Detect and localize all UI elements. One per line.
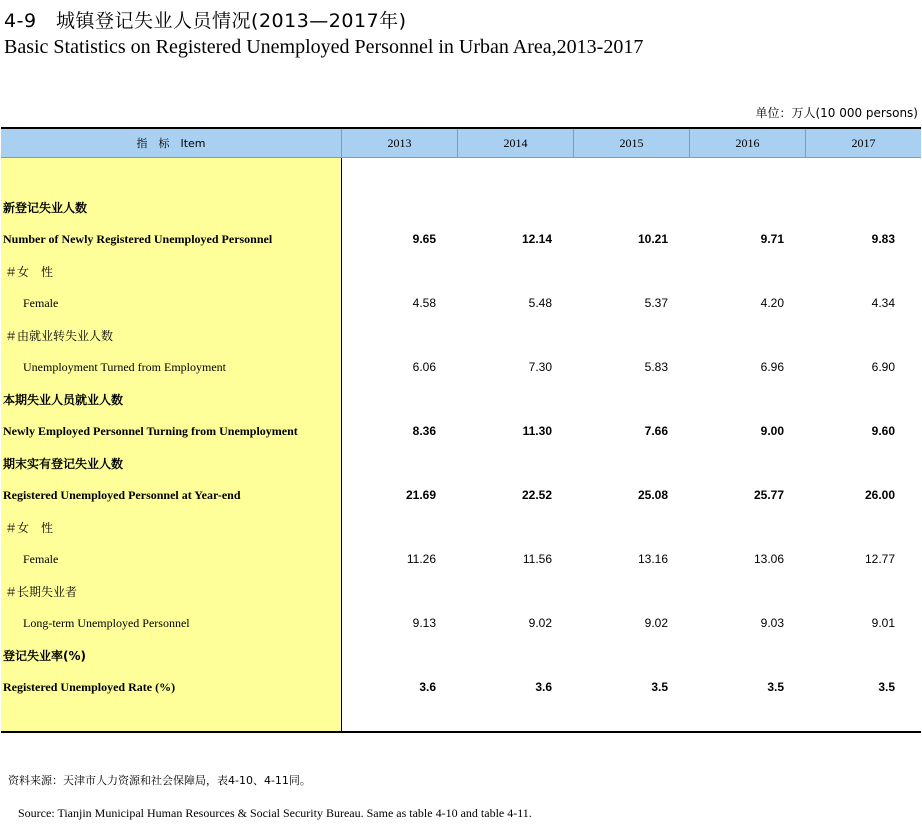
value-cell-2016: 9.71 [760, 232, 784, 246]
row-label-chinese: ＃女 性 [5, 264, 54, 279]
table-row-label-cn [1, 575, 921, 607]
row-label-chinese: 期末实有登记失业人数 [3, 456, 124, 471]
value-cell-2016: 9.03 [760, 616, 784, 630]
value-cell-2015: 5.83 [644, 360, 668, 374]
statistics-table [1, 127, 921, 733]
row-label-chinese: ＃长期失业者 [5, 584, 78, 599]
value-cell-2015: 7.66 [644, 424, 668, 438]
value-cell-2017: 26.00 [864, 488, 895, 502]
value-cell-2015: 25.08 [637, 488, 668, 502]
value-cell-2017: 9.01 [871, 616, 895, 630]
row-label-english: Female [23, 295, 59, 310]
table-title-english: Basic Statistics on Registered Unemployed Personnel in Urban Area,2013-2017 [4, 36, 644, 58]
table-row [1, 287, 921, 319]
value-cell-2017: 6.90 [871, 360, 895, 374]
table-header-row [1, 129, 921, 158]
table-bottom-rule [1, 731, 921, 733]
value-cell-2013: 6.06 [412, 360, 436, 374]
header-item-label: 指 标 Item [1, 129, 342, 157]
source-note-chinese: 资料来源：天津市人力资源和社会保障局，表4-10、4-11同。 [8, 774, 311, 787]
value-cell-2017: 9.83 [871, 232, 895, 246]
row-values [341, 488, 920, 502]
value-cell-2016: 4.20 [760, 296, 784, 310]
value-cell-2014: 5.48 [528, 296, 552, 310]
unit-note: 单位：万人(10 000 persons) [755, 106, 918, 120]
row-label-chinese: ＃由就业转失业人数 [5, 328, 114, 343]
row-label-english: Unemployment Turned from Employment [23, 359, 226, 374]
table-row [1, 543, 921, 575]
value-cell-2013: 3.6 [419, 680, 436, 694]
table-row [1, 415, 921, 447]
row-values [341, 296, 920, 310]
value-cell-2016: 13.06 [753, 552, 784, 566]
row-label-english: Female [23, 551, 59, 566]
value-cell-2014: 12.14 [521, 232, 552, 246]
table-row-label-cn [1, 319, 921, 351]
table-row-label-cn [1, 511, 921, 543]
value-cell-2015: 3.5 [651, 680, 668, 694]
row-values [341, 552, 920, 566]
value-cell-2013: 9.65 [412, 232, 436, 246]
value-cell-2015: 9.02 [644, 616, 668, 630]
table-row [1, 479, 921, 511]
row-label-chinese: 本期失业人员就业人数 [3, 392, 124, 407]
header-year-2016: 2016 [690, 129, 806, 157]
table-title-chinese: 4-9 城镇登记失业人员情况(2013—2017年) [4, 10, 407, 32]
row-label-chinese: ＃女 性 [5, 520, 54, 535]
value-cell-2017: 4.34 [871, 296, 895, 310]
table-row-label-cn [1, 639, 921, 671]
header-year-2017: 2017 [851, 135, 876, 150]
value-cell-2013: 4.58 [412, 296, 436, 310]
value-cell-2016: 25.77 [753, 488, 784, 502]
row-label-english: Registered Unemployed Personnel at Year-end [3, 487, 241, 502]
value-cell-2014: 11.30 [522, 424, 552, 438]
value-cell-2015: 13.16 [637, 552, 668, 566]
value-cell-2013: 8.36 [412, 424, 436, 438]
value-cell-2015: 10.21 [637, 232, 668, 246]
row-label-english: Registered Unemployed Rate (%) [3, 679, 176, 694]
row-label-english: Number of Newly Registered Unemployed Personnel [3, 231, 273, 246]
table-row [1, 607, 921, 639]
table-row [1, 223, 921, 255]
row-values [341, 616, 920, 630]
table-row [1, 671, 921, 703]
row-values [341, 680, 920, 694]
header-year-2015: 2015 [574, 129, 690, 157]
row-label-english: Newly Employed Personnel Turning from Unemployment [3, 423, 298, 438]
row-label-english: Long-term Unemployed Personnel [23, 615, 190, 630]
value-cell-2013: 11.26 [406, 552, 436, 566]
row-label-chinese: 新登记失业人数 [3, 200, 88, 215]
value-cell-2014: 9.02 [528, 616, 552, 630]
value-cell-2014: 3.6 [535, 680, 552, 694]
value-cell-2013: 9.13 [412, 616, 436, 630]
value-cell-2017: 12.77 [864, 552, 895, 566]
row-values [341, 424, 920, 438]
row-values [341, 232, 920, 246]
value-cell-2013: 21.69 [405, 488, 436, 502]
value-cell-2017: 9.60 [871, 424, 895, 438]
value-cell-2014: 11.56 [522, 552, 552, 566]
header-year-2013: 2013 [342, 129, 458, 157]
table-row-label-cn [1, 383, 921, 415]
table-row-label-cn [1, 255, 921, 287]
table-row-label-cn [1, 447, 921, 479]
value-cell-2016: 6.96 [760, 360, 784, 374]
row-values [341, 360, 920, 374]
value-cell-2014: 22.52 [521, 488, 552, 502]
value-cell-2017: 3.5 [878, 680, 895, 694]
value-cell-2016: 3.5 [767, 680, 784, 694]
row-label-chinese: 登记失业率(%) [3, 648, 86, 663]
source-note-english: Source: Tianjin Municipal Human Resources & Social Security Bureau. Same as table 4-10 and table 4-11. [18, 806, 532, 820]
value-cell-2014: 7.30 [528, 360, 552, 374]
value-cell-2016: 9.00 [760, 424, 784, 438]
table-row-label-cn [1, 191, 921, 223]
header-year-2014: 2014 [458, 129, 574, 157]
value-cell-2015: 5.37 [644, 296, 668, 310]
table-row [1, 351, 921, 383]
